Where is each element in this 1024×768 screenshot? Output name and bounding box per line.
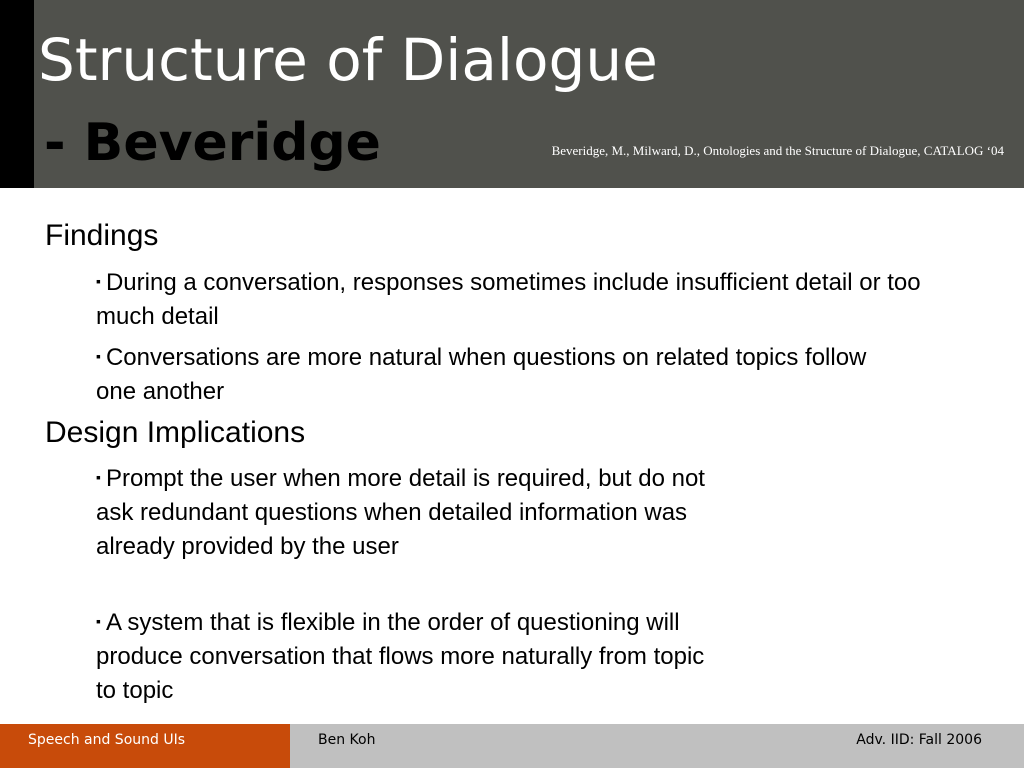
bullet-text: Conversations are more natural when questions on related topics follow one another bbox=[96, 344, 867, 405]
slide-header bbox=[0, 0, 1024, 188]
bullet-square-icon: ▪ bbox=[96, 613, 101, 629]
bullet-item bbox=[96, 460, 721, 564]
slide-footer bbox=[0, 724, 1024, 768]
citation-text: Beveridge, M., Milward, D., Ontologies and the Structure of Dialogue, CATALOG ‘04 bbox=[551, 143, 1004, 158]
bullet-item bbox=[96, 264, 946, 334]
footer-course-block bbox=[0, 724, 290, 768]
section-heading-findings: Findings bbox=[45, 219, 159, 252]
footer-course-label: Speech and Sound UIs bbox=[28, 732, 186, 748]
slide-subtitle: - Beveridge bbox=[44, 113, 381, 173]
header-accent-bar bbox=[0, 0, 34, 188]
slide-content bbox=[0, 188, 1024, 724]
section-heading-design-implications: Design Implications bbox=[45, 416, 306, 449]
footer-author-label: Ben Koh bbox=[318, 732, 376, 748]
bullet-square-icon: ▪ bbox=[96, 469, 101, 485]
bullet-item bbox=[96, 604, 716, 708]
bullet-square-icon: ▪ bbox=[96, 348, 101, 364]
bullet-text: A system that is flexible in the order of questioning will produce conversation that flows more naturally from topic to topic bbox=[96, 609, 705, 704]
bullet-text: During a conversation, responses sometimes include insufficient detail or too much detail bbox=[96, 269, 921, 330]
slide-title: Structure of Dialogue bbox=[38, 26, 658, 94]
bullet-square-icon: ▪ bbox=[96, 273, 101, 289]
footer-term-label: Adv. IID: Fall 2006 bbox=[856, 732, 982, 748]
bullet-text: Prompt the user when more detail is required, but do not ask redundant questions when detailed information was already provided by the user bbox=[96, 465, 705, 560]
bullet-item bbox=[96, 339, 876, 409]
